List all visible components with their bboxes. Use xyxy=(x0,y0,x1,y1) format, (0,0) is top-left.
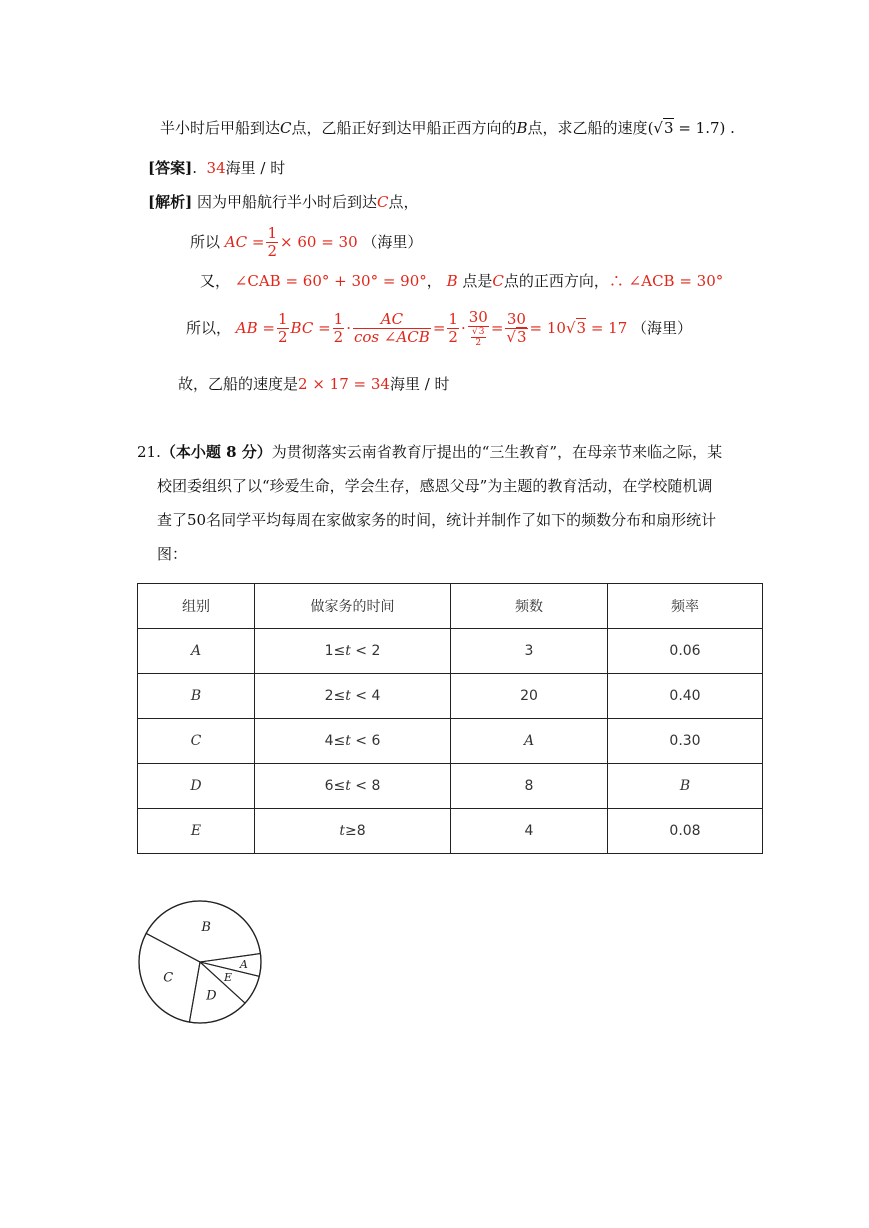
analysis-line-5: 故，乙船的速度是2 × 17 = 34海里 / 时 xyxy=(178,375,450,393)
cell-time: 1≤t < 2 xyxy=(255,629,451,674)
table-header-row xyxy=(138,584,763,629)
table-row xyxy=(138,764,763,809)
frequency-table xyxy=(137,583,763,854)
cell-rate: B xyxy=(608,764,763,809)
table-row xyxy=(138,719,763,764)
fraction-one-half: $\frac{1}{2}$ xyxy=(267,223,277,260)
problem21-line-2: 校团委组织了以“珍爱生命，学会生存，感恩父母”为主题的教育活动，在学校随机调 xyxy=(157,477,713,495)
problem21-line-1: 21.（本小题 8 分）为贯彻落实云南省教育厅提出的“三生教育”，在母亲节来临之际，某 xyxy=(137,443,723,461)
cell-frequency: 4 xyxy=(451,809,608,854)
pie-label-c: C xyxy=(163,970,174,986)
problem-score: （本小题 8 分） xyxy=(160,443,272,461)
cell-rate: 0.30 xyxy=(608,719,763,764)
cell-frequency: 20 xyxy=(451,674,608,719)
table-row xyxy=(138,629,763,674)
pie-chart xyxy=(130,895,270,1030)
cell-frequency: 8 xyxy=(451,764,608,809)
analysis-line-1: [解析] 因为甲船航行半小时后到达C点， xyxy=(148,193,419,211)
cell-group: C xyxy=(138,719,255,764)
problem21-line-3: 查了50名同学平均每周在家做家务的时间，统计并制作了如下的频数分布和扇形统计 xyxy=(157,511,717,529)
pie-label-b: B xyxy=(201,920,211,936)
cell-frequency: A xyxy=(451,719,608,764)
header-time: 做家务的时间 xyxy=(255,584,451,629)
cell-time: 2≤t < 4 xyxy=(255,674,451,719)
cell-group: A xyxy=(138,629,255,674)
analysis-label: [解析] xyxy=(148,193,193,211)
cell-rate: 0.40 xyxy=(608,674,763,719)
answer-value: 34 xyxy=(206,159,226,177)
cell-rate: 0.08 xyxy=(608,809,763,854)
analysis-line-3: 又， ∠CAB = 60° + 30° = 90°， B 点是C点的正西方向，∴ ∠ACB = 30° xyxy=(200,272,724,290)
cell-time: t≥8 xyxy=(255,809,451,854)
analysis-line-2: 所以 AC = $\frac{1}{2}$ × 60 = 30 （海里） xyxy=(190,223,423,260)
header-rate: 频率 xyxy=(608,584,763,629)
table-row xyxy=(138,809,763,854)
cell-rate: 0.06 xyxy=(608,629,763,674)
pie-label-a: A xyxy=(239,958,248,972)
pie-label-e: E xyxy=(223,970,233,984)
table-row xyxy=(138,674,763,719)
header-group: 组别 xyxy=(138,584,255,629)
cell-group: D xyxy=(138,764,255,809)
problem21-line-4: 图： xyxy=(157,545,188,563)
answer-line: [答案]. 34海里 / 时 xyxy=(148,159,286,177)
problem-number: 21. xyxy=(137,443,161,461)
answer-label: [答案] xyxy=(148,159,193,177)
sqrt-note: (√3 = 1.7) . xyxy=(647,119,735,137)
cell-time: 4≤t < 6 xyxy=(255,719,451,764)
analysis-line-4: 所以， AB = $\frac{1}{2}$ BC = $\frac{1}{2}$ · $\frac{AC}{\text{cos ∠ACB}}$ = $\frac{1}{2}$ · $\frac{30}{\frac{√3}{2}}$ = $\frac{30}{√3}$ = 10 √3 = 17 （海里） xyxy=(186,307,693,348)
cell-frequency: 3 xyxy=(451,629,608,674)
problem20-question-line: 半小时后甲船到达C点，乙船正好到达甲船正西方向的B点，求乙船的速度(√3 = 1.7) . xyxy=(160,119,735,137)
cell-group: E xyxy=(138,809,255,854)
cell-group: B xyxy=(138,674,255,719)
header-frequency: 频数 xyxy=(451,584,608,629)
pie-label-d: D xyxy=(206,988,217,1004)
cell-time: 6≤t < 8 xyxy=(255,764,451,809)
